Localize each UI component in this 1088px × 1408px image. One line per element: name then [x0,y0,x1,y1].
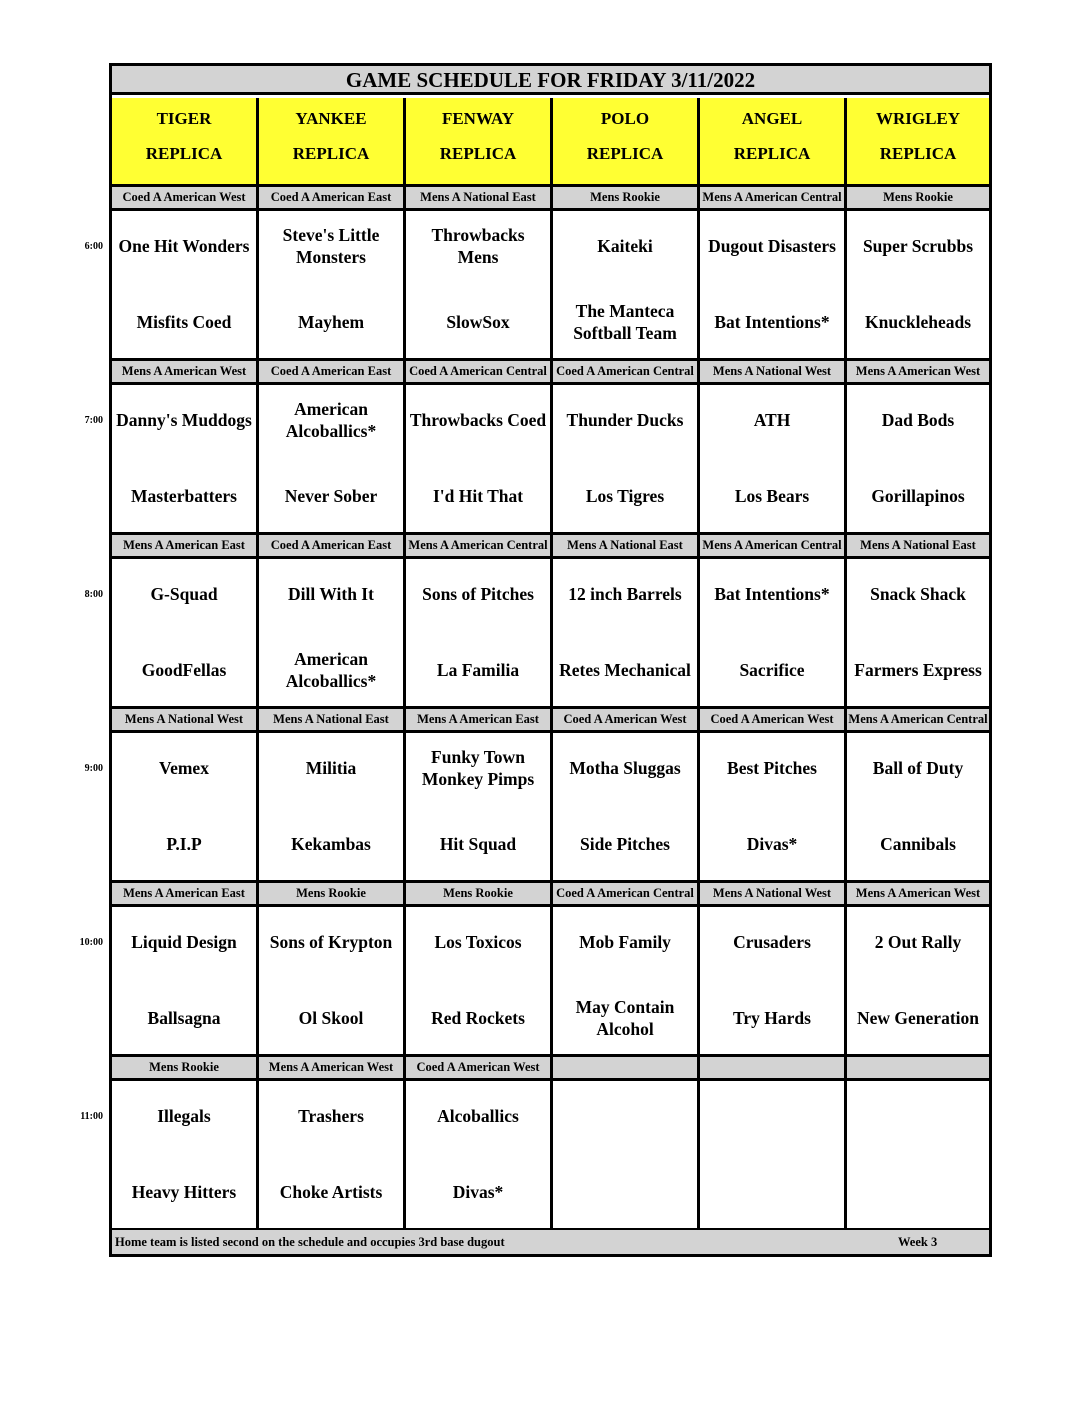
home-team: Farmers Express [854,660,982,680]
home-team: Gorillapinos [871,486,965,506]
away-team: Sons of Krypton [269,932,393,952]
home-team: Kekambas [291,834,371,854]
game-cell [553,1081,700,1231]
division-label: Coed A American East [259,187,406,211]
away-team: Los Toxicos [434,932,522,952]
away-team: Super Scrubbs [862,236,974,256]
away-team: American Alcoballics* [285,399,377,441]
division-label: Coed A American Central [553,883,700,907]
division-label: Mens Rookie [406,883,553,907]
home-team: SlowSox [446,312,510,332]
division-label: Mens A American East [406,709,553,733]
division-label: Mens A American Central [700,535,847,559]
away-team: Crusaders [733,932,811,952]
division-label: Mens A National East [259,709,406,733]
division-label: Coed A American Central [553,361,700,385]
field-name: WRIGLEY [875,109,961,128]
division-label: Coed A American Central [406,361,553,385]
schedule-table [109,63,992,1257]
division-label: Mens Rookie [259,883,406,907]
division-label: Mens A American Central [406,535,553,559]
away-team: Motha Sluggas [569,758,681,778]
time-label: 6:00 [84,241,103,252]
away-team: Mob Family [579,932,671,952]
field-header [112,98,259,187]
away-team: 2 Out Rally [874,932,962,952]
field-header [847,98,989,187]
home-team: Ballsagna [147,1008,221,1028]
division-label: Mens A American East [112,883,259,907]
home-team: Bat Intentions* [714,312,830,332]
field-header [406,98,553,187]
away-team: Ball of Duty [872,758,964,778]
away-team: Vemex [159,758,209,778]
game-cell [553,733,700,883]
home-team: Knuckleheads [865,312,971,332]
home-team: Mayhem [297,312,365,332]
field-header [259,98,406,187]
division-label: Mens A National East [406,187,553,211]
field-type: REPLICA [879,144,957,163]
home-team: Masterbatters [131,486,237,506]
division-label: Mens A National West [112,709,259,733]
away-team: ATH [753,410,791,430]
game-cell [406,1081,553,1231]
game-cell [259,907,406,1057]
away-team: Dad Bods [881,410,955,430]
division-label: Mens A American West [259,1057,406,1081]
game-cell [112,733,259,883]
division-label: Mens Rookie [553,187,700,211]
home-team: American Alcoballics* [285,649,377,691]
field-type: REPLICA [586,144,664,163]
game-cell [112,907,259,1057]
away-team: Bat Intentions* [714,584,830,604]
schedule-title: GAME SCHEDULE FOR FRIDAY 3/11/2022 [112,66,989,95]
home-team: Red Rockets [431,1008,525,1028]
game-cell [847,1081,989,1231]
division-label: Mens Rookie [847,187,989,211]
game-cell [847,211,989,361]
game-cell [112,211,259,361]
field-name: TIGER [156,109,212,128]
home-team: Try Hards [733,1008,811,1028]
away-team: Illegals [157,1106,211,1126]
game-cell [259,211,406,361]
division-label [847,1057,989,1081]
away-team: Sons of Pitches [422,584,534,604]
game-cell [847,559,989,709]
game-cell [700,211,847,361]
game-cell [553,907,700,1057]
home-team: Los Bears [734,486,810,506]
game-cell [553,211,700,361]
game-cell [847,907,989,1057]
field-type: REPLICA [439,144,517,163]
division-label: Coed A American West [112,187,259,211]
division-label: Mens Rookie [112,1057,259,1081]
home-team: May Contain Alcohol [575,997,675,1039]
field-name: ANGEL [741,109,803,128]
field-name: FENWAY [441,109,515,128]
home-team: The Manteca Softball Team [573,301,677,343]
footer-note: Home team is listed second on the schedule and occupies 3rd base dugout [115,1235,505,1249]
time-label: 8:00 [84,589,103,600]
home-team: Heavy Hitters [131,1182,237,1202]
time-label: 9:00 [84,763,103,774]
away-team: Funky Town Monkey Pimps [421,747,535,789]
game-cell [406,907,553,1057]
home-team: Divas* [746,834,798,854]
away-team: Liquid Design [131,932,237,952]
field-name: POLO [600,109,650,128]
division-label: Coed A American East [259,535,406,559]
home-team: Never Sober [284,486,378,506]
division-label: Coed A American East [259,361,406,385]
division-label: Mens A American West [847,883,989,907]
division-label [553,1057,700,1081]
game-cell [700,1081,847,1231]
home-team: Hit Squad [439,834,517,854]
game-cell [700,907,847,1057]
away-team: Dill With It [288,584,374,604]
game-cell [259,385,406,535]
division-label: Mens A American Central [700,187,847,211]
game-cell [259,1081,406,1231]
away-team: 12 inch Barrels [568,584,682,604]
away-team: G-Squad [150,584,218,604]
game-cell [700,733,847,883]
division-label: Mens A National West [700,361,847,385]
away-team: Dugout Disasters [708,236,836,256]
game-cell [406,211,553,361]
away-team: One Hit Wonders [118,236,250,256]
home-team: Los Tigres [585,486,665,506]
away-team: Alcoballics [437,1106,519,1126]
division-label: Coed A American West [700,709,847,733]
week-label: Week 3 [898,1235,938,1249]
away-team: Throwbacks Mens [431,225,525,267]
away-team: Throwbacks Coed [409,410,547,430]
division-label [700,1057,847,1081]
game-cell [700,559,847,709]
game-cell [112,559,259,709]
division-label: Coed A American West [406,1057,553,1081]
home-team: Ol Skool [298,1008,364,1028]
home-team: Cannibals [880,834,956,854]
field-header [553,98,700,187]
home-team: Choke Artists [279,1182,383,1202]
home-team: GoodFellas [141,660,227,680]
game-cell [700,385,847,535]
field-name: YANKEE [295,109,367,128]
game-cell [259,733,406,883]
division-label: Coed A American West [553,709,700,733]
division-label: Mens A National East [847,535,989,559]
division-label: Mens A National West [700,883,847,907]
game-cell [847,385,989,535]
field-type: REPLICA [292,144,370,163]
time-label: 7:00 [84,415,103,426]
game-cell [112,1081,259,1231]
game-cell [112,385,259,535]
schedule-footer [112,1230,989,1254]
division-label: Mens A National East [553,535,700,559]
away-team: Danny's Muddogs [116,410,252,430]
away-team: Militia [305,758,357,778]
field-header [700,98,847,187]
away-team: Thunder Ducks [566,410,684,430]
home-team: La Familia [436,660,520,680]
division-label: Mens A American West [112,361,259,385]
game-cell [847,733,989,883]
field-type: REPLICA [145,144,223,163]
game-cell [553,559,700,709]
game-cell [406,559,553,709]
game-cell [553,385,700,535]
field-type: REPLICA [733,144,811,163]
home-team: P.I.P [166,834,202,854]
away-team: Best Pitches [727,758,817,778]
home-team: Misfits Coed [136,312,232,332]
away-team: Kaiteki [597,236,653,256]
away-team: Trashers [298,1106,364,1126]
game-cell [406,385,553,535]
division-label: Mens A American Central [847,709,989,733]
home-team: Retes Mechanical [559,660,691,680]
home-team: I'd Hit That [432,486,524,506]
time-label: 11:00 [80,1111,103,1122]
home-team: Divas* [452,1182,504,1202]
away-team: Snack Shack [870,584,966,604]
home-team: New Generation [857,1008,979,1028]
home-team: Side Pitches [580,834,670,854]
home-team: Sacrifice [739,660,805,680]
game-cell [406,733,553,883]
game-cell [259,559,406,709]
time-label: 10:00 [79,937,103,948]
division-label: Mens A American West [847,361,989,385]
division-label: Mens A American East [112,535,259,559]
away-team: Steve's Little Monsters [282,225,380,267]
